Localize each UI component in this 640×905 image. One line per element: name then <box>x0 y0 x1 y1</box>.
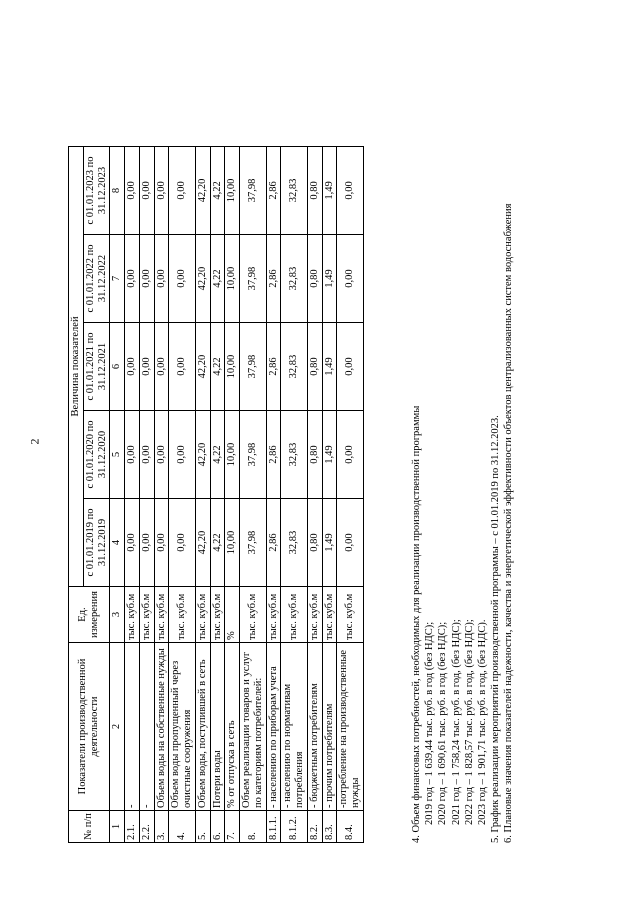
table-row <box>266 146 281 842</box>
row-value: 0,00 <box>337 323 364 411</box>
row-value: 10,00 <box>225 499 240 587</box>
row-value: 0,00 <box>125 323 140 411</box>
row-value: 0,00 <box>154 235 169 323</box>
row-value: 1,49 <box>322 235 337 323</box>
row-indicator: - <box>139 643 154 811</box>
note-year-line: 2020 год – 1 690,61 тыс. руб. в год (без НДС); <box>437 621 449 825</box>
row-value: 4,22 <box>210 146 225 234</box>
table-row <box>125 146 140 842</box>
row-value: 10,00 <box>225 411 240 499</box>
header-period: с 01.01.2019 по 31.12.2019 <box>83 499 110 587</box>
row-indicator: - населению по нормативам потребления <box>281 643 308 811</box>
header-unit: Ед. измерения <box>69 587 110 643</box>
row-value: 0,00 <box>139 146 154 234</box>
row-indicator: - прочим потребителям <box>322 643 337 811</box>
row-value: 32,83 <box>281 146 308 234</box>
header-period: с 01.01.2021 по 31.12.2021 <box>83 323 110 411</box>
row-value: 42,20 <box>195 235 210 323</box>
row-value: 2,86 <box>266 499 281 587</box>
row-unit: тыс. куб.м <box>322 587 337 643</box>
row-value: 42,20 <box>195 323 210 411</box>
table-row <box>169 146 196 842</box>
row-indicator: Объем воды пропущенный через очистные сооружения <box>169 643 196 811</box>
row-indicator: % от отпуска в сеть <box>225 643 240 811</box>
header-values-group: Величина показателей <box>69 146 84 586</box>
row-indicator: Объем воды, поступившей в сеть <box>195 643 210 811</box>
table-row <box>154 146 169 842</box>
row-unit: тыс. куб.м <box>281 587 308 643</box>
page-number: 2 <box>27 438 42 445</box>
row-value: 1,49 <box>322 323 337 411</box>
row-value: 0,00 <box>139 411 154 499</box>
row-number: 8. <box>240 811 267 843</box>
row-value: 0,00 <box>125 235 140 323</box>
row-value: 0,00 <box>337 411 364 499</box>
row-value: 0,00 <box>169 235 196 323</box>
row-number: 7. <box>225 811 240 843</box>
col-number: 5 <box>110 411 125 499</box>
row-value: 2,86 <box>266 235 281 323</box>
table-row <box>195 146 210 842</box>
row-number: 3. <box>154 811 169 843</box>
row-number: 8.3. <box>322 811 337 843</box>
row-indicator: Потери воды <box>210 643 225 811</box>
col-number: 7 <box>110 235 125 323</box>
row-value: 4,22 <box>210 499 225 587</box>
production-indicators-table <box>68 146 364 843</box>
row-value: 32,83 <box>281 235 308 323</box>
notes-section <box>410 83 516 843</box>
row-value: 37,98 <box>240 235 267 323</box>
row-number: 6. <box>210 811 225 843</box>
row-value: 0,00 <box>125 146 140 234</box>
row-value: 0,00 <box>169 499 196 587</box>
row-value: 37,98 <box>240 146 267 234</box>
row-number: 2.2. <box>139 811 154 843</box>
row-value: 1,49 <box>322 499 337 587</box>
row-value: 4,22 <box>210 323 225 411</box>
row-number: 8.4. <box>337 811 364 843</box>
row-value: 32,83 <box>281 323 308 411</box>
row-value: 42,20 <box>195 146 210 234</box>
note-item-4: 4. Объем финансовых потребностей, необходимых для реализации производственной программы <box>411 405 422 843</box>
row-value: 1,49 <box>322 146 337 234</box>
col-number: 3 <box>110 587 125 643</box>
row-unit: тыс. куб.м <box>210 587 225 643</box>
row-unit: тыс. куб.м <box>154 587 169 643</box>
row-value: 0,00 <box>154 146 169 234</box>
row-number: 2.1. <box>125 811 140 843</box>
column-numbers-row <box>110 146 125 842</box>
row-value: 42,20 <box>195 499 210 587</box>
table-row <box>281 146 308 842</box>
row-number: 8.1.2. <box>281 811 308 843</box>
table-row <box>337 146 364 842</box>
table-body <box>125 146 364 842</box>
row-value: 37,98 <box>240 499 267 587</box>
row-value: 2,86 <box>266 411 281 499</box>
row-value: 37,98 <box>240 323 267 411</box>
row-value: 2,86 <box>266 146 281 234</box>
header-period: с 01.01.2022 по 31.12.2022 <box>83 235 110 323</box>
row-value: 0,00 <box>139 499 154 587</box>
row-indicator: Объем воды на собственные нужды <box>154 643 169 811</box>
note-year-line: 2021 год – 1 758,24 тыс. руб. в год, (без НДС); <box>450 619 462 825</box>
note-year-line: 2022 год – 1 828,57 тыс. руб. в год, (без НДС); <box>463 619 475 825</box>
row-value: 0,80 <box>307 411 322 499</box>
table-row <box>139 146 154 842</box>
col-number: 4 <box>110 499 125 587</box>
row-value: 42,20 <box>195 411 210 499</box>
col-number: 8 <box>110 146 125 234</box>
row-value: 0,00 <box>154 323 169 411</box>
row-value: 0,00 <box>337 499 364 587</box>
row-value: 10,00 <box>225 235 240 323</box>
col-number: 6 <box>110 323 125 411</box>
row-unit: тыс. куб.м <box>195 587 210 643</box>
row-value: 4,22 <box>210 235 225 323</box>
row-unit: % <box>225 587 240 643</box>
row-value: 0,00 <box>125 499 140 587</box>
table-row <box>307 146 322 842</box>
row-value: 0,00 <box>169 146 196 234</box>
header-num: № п/п <box>69 811 110 843</box>
row-value: 4,22 <box>210 411 225 499</box>
row-number: 4. <box>169 811 196 843</box>
row-value: 0,00 <box>154 499 169 587</box>
header-indicator: Показатели производственной деятельности <box>69 643 110 811</box>
row-indicator: -потребление на производственные нужды <box>337 643 364 811</box>
row-indicator: - бюджетным потребителям <box>307 643 322 811</box>
row-indicator: - <box>125 643 140 811</box>
row-value: 0,00 <box>169 411 196 499</box>
row-value: 0,00 <box>139 323 154 411</box>
row-number: 8.2. <box>307 811 322 843</box>
row-unit: тыс. куб.м <box>139 587 154 643</box>
note-year-line: 2019 год – 1 639,44 тыс. руб. в год (без НДС); <box>424 621 436 825</box>
row-value: 0,00 <box>139 235 154 323</box>
row-value: 0,00 <box>337 146 364 234</box>
row-value: 32,83 <box>281 411 308 499</box>
table-row <box>322 146 337 842</box>
row-unit: тыс. куб.м <box>307 587 322 643</box>
note-year-line: 2023 год – 1 901,71 тыс. руб. в год, (без НДС). <box>477 619 489 825</box>
row-value: 2,86 <box>266 323 281 411</box>
row-value: 0,80 <box>307 323 322 411</box>
table-row <box>240 146 267 842</box>
note-item-5: 5. График реализации мероприятий производственной программы – с 01.01.2019 по 31.12.2023. <box>490 415 502 843</box>
row-indicator: - населению по приборам учета <box>266 643 281 811</box>
row-value: 0,00 <box>125 411 140 499</box>
row-unit: тыс. куб.м <box>169 587 196 643</box>
row-value: 0,00 <box>337 235 364 323</box>
col-number: 1 <box>110 811 125 843</box>
row-value: 32,83 <box>281 499 308 587</box>
row-unit: тыс. куб.м <box>266 587 281 643</box>
row-value: 0,80 <box>307 235 322 323</box>
row-number: 5. <box>195 811 210 843</box>
header-period: с 01.01.2023 по 31.12.2023 <box>83 146 110 234</box>
row-number: 8.1.1. <box>266 811 281 843</box>
table-row <box>225 146 240 842</box>
note-item-6: 6. Плановые значения показателей надежности, качества и энергетической эффективности объектов централизованных систем водоснабжения <box>503 203 515 843</box>
row-value: 37,98 <box>240 411 267 499</box>
row-value: 0,80 <box>307 146 322 234</box>
row-unit: тыс. куб.м <box>337 587 364 643</box>
row-value: 10,00 <box>225 323 240 411</box>
header-period: с 01.01.2020 по 31.12.2020 <box>83 411 110 499</box>
table-row <box>210 146 225 842</box>
row-unit: тыс. куб.м <box>125 587 140 643</box>
row-value: 0,80 <box>307 499 322 587</box>
row-indicator: Объем реализации товаров и услуг по категориям потребителей: <box>240 643 267 811</box>
row-unit: тыс. куб.м <box>240 587 267 643</box>
row-value: 0,00 <box>169 323 196 411</box>
col-number: 2 <box>110 643 125 811</box>
row-value: 0,00 <box>154 411 169 499</box>
row-value: 1,49 <box>322 411 337 499</box>
row-value: 10,00 <box>225 146 240 234</box>
